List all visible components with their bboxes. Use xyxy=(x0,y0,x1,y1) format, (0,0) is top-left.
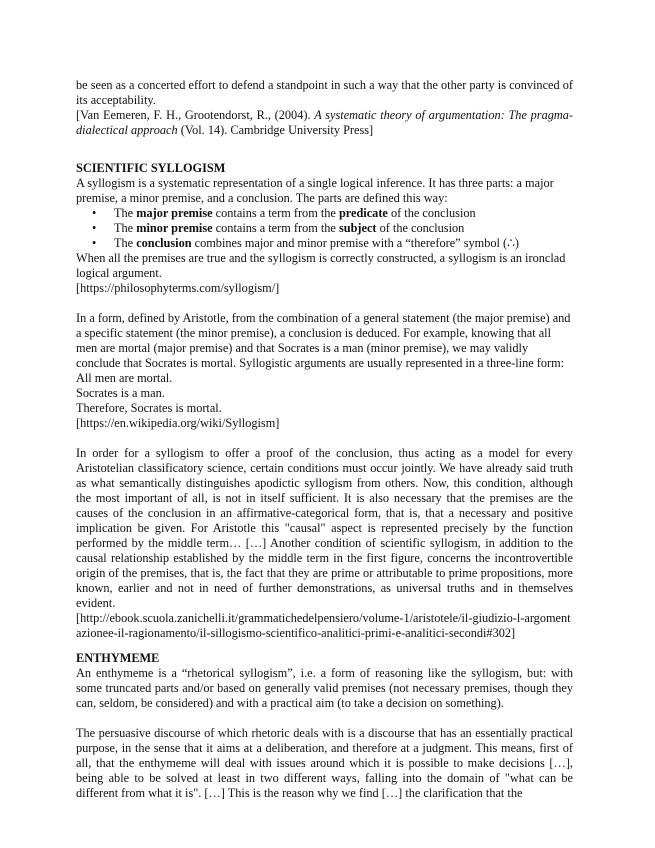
reference-rest: (Vol. 14). Cambridge University Press] xyxy=(177,123,374,137)
reference-link-2: [https://en.wikipedia.org/wiki/Syllogism] xyxy=(76,416,280,430)
section-heading-enthymeme: ENTHYMEME xyxy=(76,651,160,665)
reference-link-3: [http://ebook.scuola.zanichelli.it/grammatichedelpensiero/volume-1/aristotele/il-giudizio-l-argomentazionee-il-ragionamento/il-sillogismo-scientifico-analitici-primi-e-analitici-secondi#302] xyxy=(76,611,571,640)
intro-paragraph: be seen as a concerted effort to defend a standpoint in such a way that the other party is convinced of its acceptability. xyxy=(76,78,573,107)
enthymeme-paragraph-1: An enthymeme is a “rhetorical syllogism”, i.e. a form of reasoning like the syllogism, but: with some truncated parts and/or based on generally valid premises (not necessary premises, though they can, seldom, be considered) and with a practical aim (to take a decision on something). xyxy=(76,666,573,710)
reference-title: A systematic theory of argumentation: The pragma-dialectical approach xyxy=(76,108,573,137)
reference-authors: [Van Eemeren, F. H., Grootendorst, R., (2004). xyxy=(76,108,315,122)
example-line-1: All men are mortal. xyxy=(76,371,173,385)
enthymeme-paragraph-2: The persuasive discourse of which rhetoric deals with is a discourse that has an essentially practical purpose, in the sense that it aims at a deliberation, and therefore at a judgment. This means, first of all, that the enthymeme will deal with issues around which it is possible to make decisions […], being able to be solved at least in two different ways, falling into the domain of "what can be different from what it is". […] This is the reason why we find […] the clarification that the xyxy=(76,726,573,800)
list-item: • The major premise contains a term from the predicate of the conclusion xyxy=(114,206,573,221)
intro-reference xyxy=(76,108,573,138)
scientific-paragraph-4: In order for a syllogism to offer a proof of the conclusion, thus acting as a model for every Aristotelian classificatory science, certain conditions must occur jointly. We have already said truth as what semantically distinguishes apodictic syllogism from others. Now, this condition, although the most important of all, is not in itself sufficient. It is also necessary that the premises are the causes of the conclusion in an affirmative-categorical form, that is, that a necessary and positive implication be given. For Aristotle this "causal" aspect is represented precisely by the function performed by the middle term… […] Another condition of scientific syllogism, in addition to the causal relationship established by the middle term in the first figure, concerns the incontrovertible origin of the premises, that is, the fact that they are prime or attributable to prime propositions, more known, earlier and not in need of further demonstrations, as universal truths and in themselves evident. xyxy=(76,446,573,610)
example-line-2: Socrates is a man. xyxy=(76,386,165,400)
scientific-paragraph-1: A syllogism is a systematic representation of a single logical inference. It has three parts: a major premise, a minor premise, and a conclusion. The parts are defined this way: xyxy=(76,176,554,205)
list-item: • The conclusion combines major and minor premise with a “therefore” symbol (∴) xyxy=(114,236,573,251)
section-heading-scientific-syllogism: SCIENTIFIC SYLLOGISM xyxy=(76,161,226,175)
scientific-paragraph-3: In a form, defined by Aristotle, from the combination of a general statement (the major premise) and a specific statement (the minor premise), a conclusion is deduced. For example, knowing that all men are mortal (major premise) and that Socrates is a man (minor premise), we may validly conclude that Socrates is mortal. Syllogistic arguments are usually represented in a three-line form: xyxy=(76,311,571,370)
document-page xyxy=(76,78,573,801)
scientific-paragraph-2: When all the premises are true and the syllogism is correctly constructed, a syllogism is an ironclad logical argument. xyxy=(76,251,566,280)
syllogism-parts-list xyxy=(76,206,573,251)
example-line-3: Therefore, Socrates is mortal. xyxy=(76,401,222,415)
reference-link-1: [https://philosophyterms.com/syllogism/] xyxy=(76,281,280,295)
list-item: • The minor premise contains a term from the subject of the conclusion xyxy=(114,221,573,236)
